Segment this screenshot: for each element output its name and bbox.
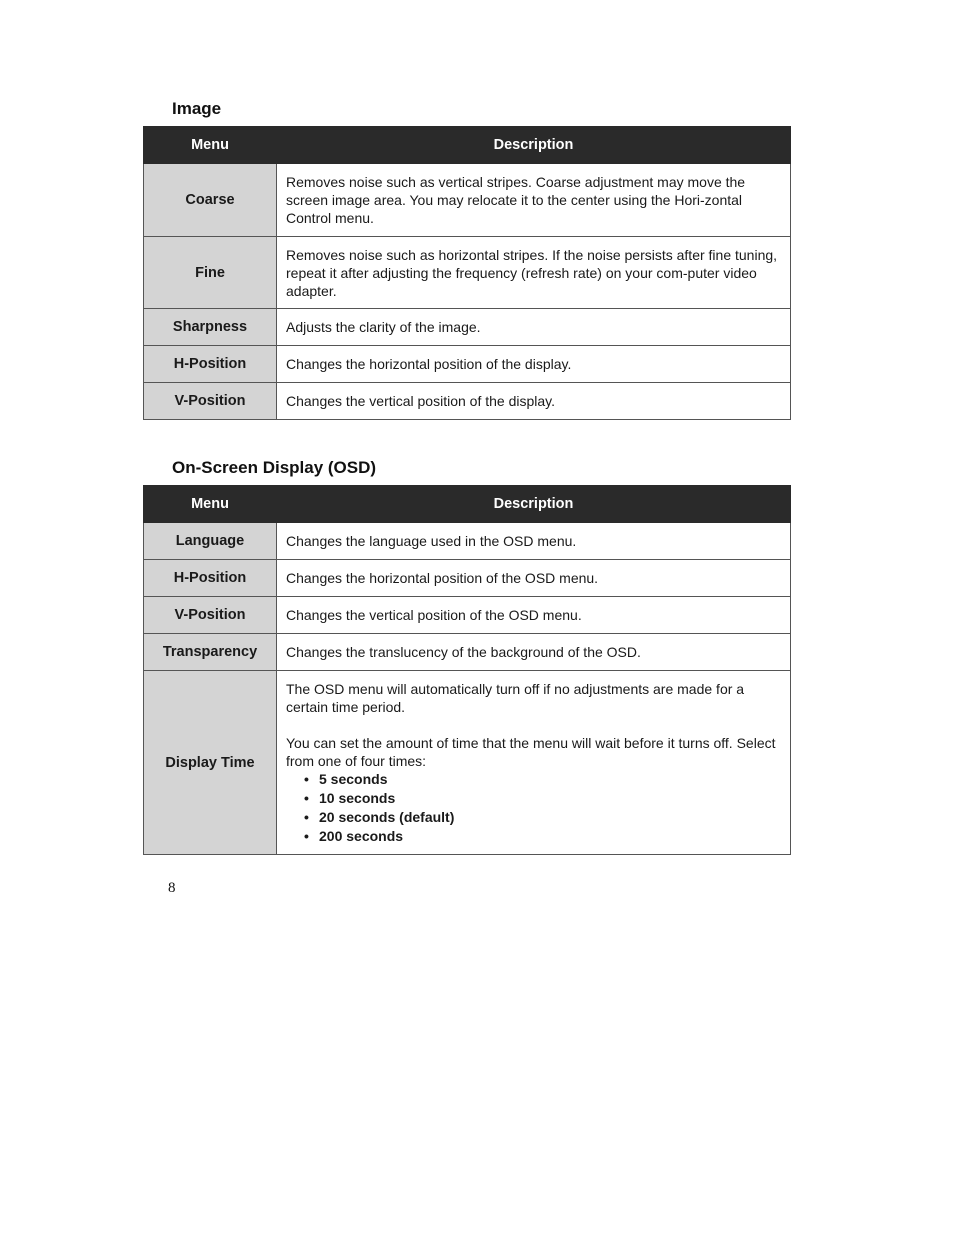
menu-item-display-time: Display Time bbox=[144, 671, 277, 855]
list-item: • 20 seconds (default) bbox=[304, 808, 784, 827]
table-header-row bbox=[144, 486, 791, 523]
menu-column-header: Menu bbox=[144, 486, 277, 523]
table-row bbox=[144, 346, 791, 383]
table-row bbox=[144, 309, 791, 346]
description-display-time bbox=[277, 671, 791, 855]
menu-item-osd-v-position: V-Position bbox=[144, 597, 277, 634]
description-coarse: Removes noise such as vertical stripes. Coarse adjustment may move the screen image area. You may relocate it to the center using the Hori-zontal Control menu. bbox=[277, 164, 791, 237]
description-h-position: Changes the horizontal position of the display. bbox=[277, 346, 791, 383]
menu-item-v-position: V-Position bbox=[144, 383, 277, 420]
list-item: • 10 seconds bbox=[304, 789, 784, 808]
menu-item-h-position: H-Position bbox=[144, 346, 277, 383]
table-row bbox=[144, 634, 791, 671]
description-v-position: Changes the vertical position of the display. bbox=[277, 383, 791, 420]
table-row bbox=[144, 383, 791, 420]
menu-item-transparency: Transparency bbox=[144, 634, 277, 671]
display-time-paragraph-2: You can set the amount of time that the menu will wait before it turns off. Select from one of four times: bbox=[286, 734, 776, 769]
osd-settings-table bbox=[143, 485, 791, 855]
table-header-row bbox=[144, 127, 791, 164]
table-row bbox=[144, 523, 791, 560]
menu-item-osd-h-position: H-Position bbox=[144, 560, 277, 597]
image-settings-table bbox=[143, 126, 791, 420]
menu-item-language: Language bbox=[144, 523, 277, 560]
description-sharpness: Adjusts the clarity of the image. bbox=[277, 309, 791, 346]
description-osd-h-position: Changes the horizontal position of the OSD menu. bbox=[277, 560, 791, 597]
table-row bbox=[144, 237, 791, 309]
table-row bbox=[144, 597, 791, 634]
description-column-header: Description bbox=[277, 127, 791, 164]
display-time-options-list bbox=[286, 770, 784, 846]
description-osd-v-position: Changes the vertical position of the OSD menu. bbox=[277, 597, 791, 634]
menu-item-sharpness: Sharpness bbox=[144, 309, 277, 346]
description-fine: Removes noise such as horizontal stripes. If the noise persists after fine tuning, repeat it after adjusting the frequency (refresh rate) on your com-puter video adapter. bbox=[277, 237, 791, 309]
osd-section-title: On-Screen Display (OSD) bbox=[172, 458, 377, 477]
table-row bbox=[144, 164, 791, 237]
page-number: 8 bbox=[168, 880, 176, 896]
description-language: Changes the language used in the OSD menu. bbox=[277, 523, 791, 560]
table-row bbox=[144, 560, 791, 597]
description-transparency: Changes the translucency of the background of the OSD. bbox=[277, 634, 791, 671]
description-column-header: Description bbox=[277, 486, 791, 523]
menu-item-coarse: Coarse bbox=[144, 164, 277, 237]
menu-item-fine: Fine bbox=[144, 237, 277, 309]
list-item: • 5 seconds bbox=[304, 770, 784, 789]
menu-column-header: Menu bbox=[144, 127, 277, 164]
list-item: • 200 seconds bbox=[304, 827, 784, 846]
table-row bbox=[144, 671, 791, 855]
image-section-title: Image bbox=[172, 99, 222, 118]
display-time-paragraph-1: The OSD menu will automatically turn off if no adjustments are made for a certain time period. bbox=[286, 680, 745, 715]
